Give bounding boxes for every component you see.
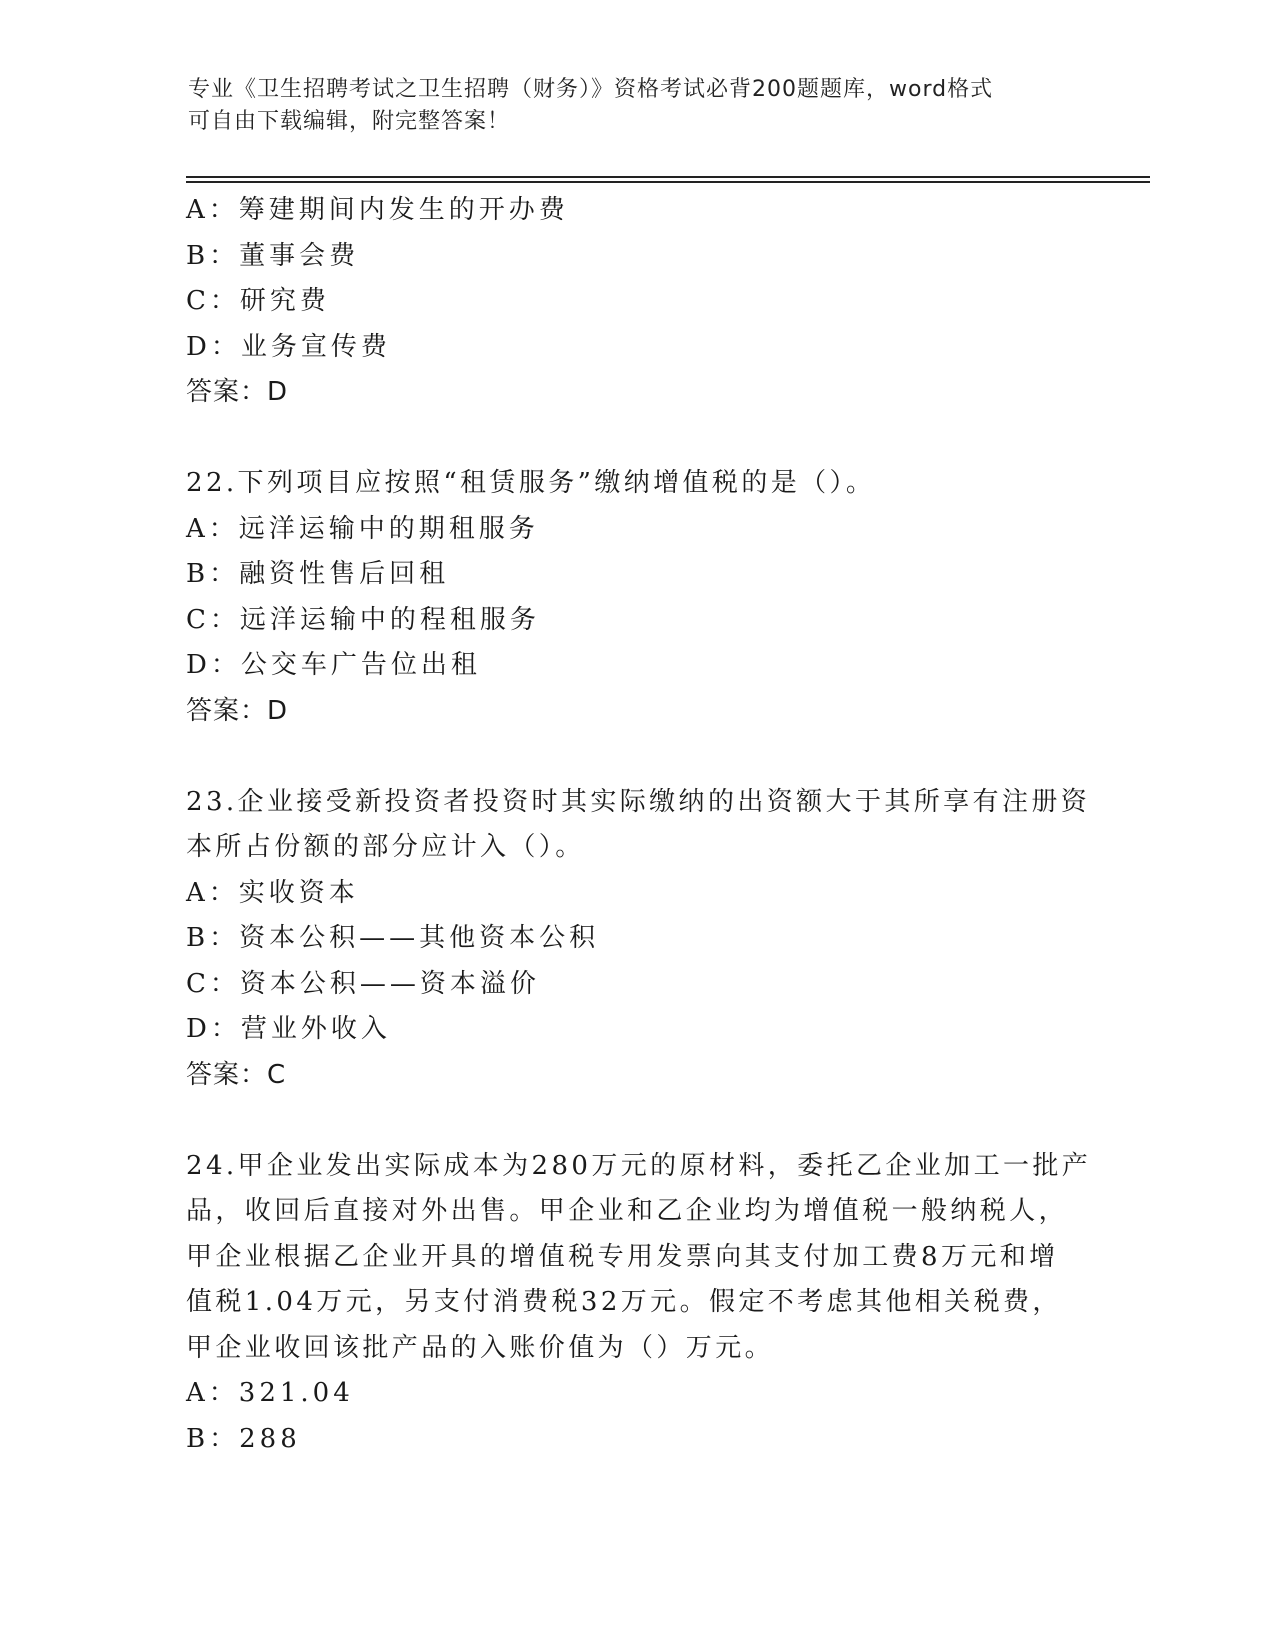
option-d: D：公交车广告位出租 [186,650,481,680]
option-a: A：远洋运输中的期租服务 [186,513,539,544]
option-d: D：营业外收入 [186,1014,391,1044]
question-text: 22.下列项目应按照“租赁服务”缴纳增值税的是（）。 [186,468,876,498]
option-c: C：资本公积——资本溢价 [186,968,540,999]
question-block [186,188,1086,416]
header-divider-bottom [186,181,1150,183]
option-c: C：研究费 [186,286,330,316]
option-c: C：远洋运输中的程租服务 [186,604,540,635]
spacer [186,734,1086,780]
option-a: A：筹建期间内发生的开办费 [186,195,569,225]
question-text: 甲企业收回该批产品的入账价值为（）万元。 [186,1332,775,1363]
answer-line: 答案：D [186,377,289,407]
option-a: A：实收资本 [186,877,359,908]
option-b: B：融资性售后回租 [186,559,450,589]
option-b: B：288 [186,1423,301,1454]
question-text: 值税1.04万元，另支付消费税32万元。假定不考虑其他相关税费， [186,1287,1062,1317]
question-text: 23.企业接受新投资者投资时其实际缴纳的出资额大于其所享有注册资 [186,786,1091,817]
question-block [186,461,1086,734]
question-text: 本所占份额的部分应计入（）。 [186,832,585,862]
question-list [186,188,1092,1462]
header-divider-top [186,176,1150,178]
header-line-1: 专业《卫生招聘考试之卫生招聘（财务）》资格考试必背200题题库，word格式 [188,77,994,102]
spacer [186,416,1086,462]
question-block [186,780,1091,1099]
option-b: B：董事会费 [186,240,360,271]
question-text: 品，收回后直接对外出售。甲企业和乙企业均为增值税一般纳税人， [186,1196,1069,1226]
option-a: A：321.04 [186,1378,354,1408]
answer-line: 答案：C [186,1059,287,1090]
question-block [186,1144,1092,1463]
question-text: 甲企业根据乙企业开具的增值税专用发票向其支付加工费8万元和增 [186,1241,1059,1272]
document-header [188,74,1068,138]
header-line-2: 可自由下载编辑，附完整答案！ [188,109,511,134]
answer-line: 答案：D [186,695,289,726]
option-d: D：业务宣传费 [186,331,391,362]
spacer [186,1098,1086,1144]
question-text: 24.甲企业发出实际成本为280万元的原材料，委托乙企业加工一批产 [186,1150,1092,1181]
option-b: B：资本公积——其他资本公积 [186,923,600,953]
